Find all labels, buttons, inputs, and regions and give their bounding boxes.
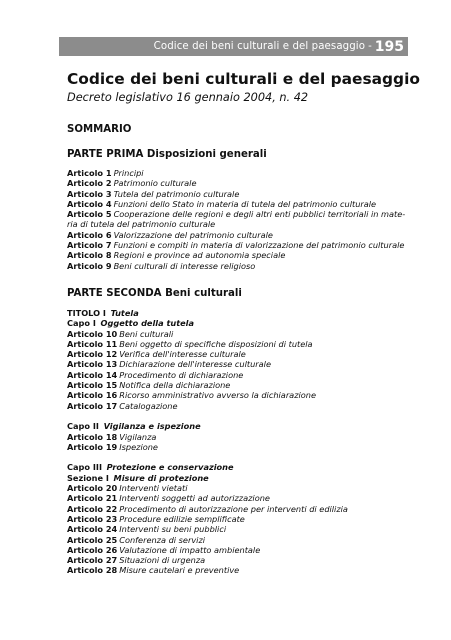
article-entry: [67, 483, 387, 493]
article-number: Articolo 6: [67, 229, 112, 240]
capo-label: Capo III: [67, 462, 103, 473]
article-number: Articolo 28: [67, 565, 118, 576]
article-number: Articolo 10: [67, 328, 118, 339]
titolo-heading: [67, 308, 387, 318]
capo-heading: [67, 318, 387, 328]
summary-heading: SOMMARIO: [67, 124, 132, 135]
article-entry: [67, 199, 387, 209]
article-title: Interventi vietati: [119, 483, 188, 494]
article-number: Articolo 26: [67, 544, 118, 555]
article-number: Articolo 25: [67, 534, 118, 545]
article-title: Cooperazione delle regioni e degli altri enti pubblici territoriali in mate-: [113, 209, 406, 220]
sezione-label: Sezione I: [67, 472, 109, 483]
titolo-text: Tutela: [110, 308, 139, 318]
article-title: Ricorso amministrativo avverso la dichiarazione: [119, 390, 317, 401]
article-number: Articolo 22: [67, 503, 118, 514]
capo-text: Vigilanza e ispezione: [103, 421, 201, 432]
article-title: Ispezione: [119, 441, 158, 452]
article-title: Verifica dell'interesse culturale: [119, 349, 246, 360]
document-title: Codice dei beni culturali e del paesaggio: [67, 70, 420, 88]
article-number: Articolo 7: [67, 240, 112, 251]
article-number: Articolo 19: [67, 441, 118, 452]
article-number: Articolo 4: [67, 198, 112, 209]
part-one-list: [67, 168, 406, 271]
part-two-heading: PARTE SECONDA Beni culturali: [67, 288, 242, 299]
article-entry: [67, 514, 387, 524]
article-title: Funzioni dello Stato in materia di tutela del patrimonio culturale: [113, 198, 377, 209]
article-entry: [67, 178, 387, 188]
article-number: Articolo 27: [67, 555, 118, 566]
article-title-continuation: ria di tutela del patrimonio culturale: [67, 219, 216, 230]
article-title: Procedure edilizie semplificate: [119, 513, 245, 524]
article-title: Interventi soggetti ad autorizzazione: [119, 493, 270, 504]
article-entry: [67, 432, 387, 442]
article-number: Articolo 24: [67, 524, 118, 535]
article-entry: [67, 535, 387, 545]
article-entry: [67, 189, 387, 199]
article-entry: [67, 504, 387, 514]
article-number: Articolo 11: [67, 338, 118, 349]
article-number: Articolo 5: [67, 209, 112, 220]
article-title: Procedimento di autorizzazione per interventi di edilizia: [119, 503, 348, 514]
article-entry: [67, 565, 387, 575]
page-number: 195: [374, 38, 404, 55]
capo-two-list: [67, 432, 387, 453]
part-two-list: [67, 308, 387, 576]
article-entry: [67, 524, 387, 534]
capo-label: Capo I: [67, 318, 96, 329]
sezione-heading: [67, 473, 387, 483]
running-header: [59, 37, 408, 56]
article-entry: [67, 329, 387, 339]
article-entry: [67, 230, 387, 240]
article-title: Vigilanza: [119, 431, 157, 442]
article-entry: [67, 555, 387, 565]
article-title: Misure cautelari e preventive: [119, 565, 240, 576]
capo-heading: [67, 421, 387, 431]
article-title: Conferenza di servizi: [119, 534, 206, 545]
article-number: Articolo 23: [67, 513, 118, 524]
article-title: Tutela del patrimonio culturale: [113, 188, 240, 199]
article-entry: [67, 261, 387, 271]
article-title: Principi: [113, 168, 144, 178]
article-title: Beni culturali: [119, 328, 174, 339]
article-number: Articolo 16: [67, 390, 118, 401]
capo-label: Capo II: [67, 421, 99, 432]
article-number: Articolo 18: [67, 431, 118, 442]
capo-text: Protezione e conservazione: [106, 462, 234, 473]
article-title: Notifica della dichiarazione: [119, 380, 231, 391]
article-number: Articolo 15: [67, 380, 118, 391]
article-number: Articolo 21: [67, 493, 118, 504]
article-number: Articolo 13: [67, 359, 118, 370]
article-entry: [67, 240, 405, 251]
article-title: Valorizzazione del patrimonio culturale: [113, 229, 273, 240]
article-title: Beni oggetto di specifiche disposizioni di tutela: [119, 338, 313, 349]
article-entry: [67, 168, 387, 178]
document-subtitle: Decreto legislativo 16 gennaio 2004, n. 42: [67, 91, 309, 104]
article-entry: [67, 250, 387, 260]
article-entry: [67, 401, 387, 411]
capo-text: Oggetto della tutela: [100, 318, 195, 329]
article-title: Procedimento di dichiarazione: [119, 369, 244, 380]
article-number: Articolo 2: [67, 178, 112, 189]
article-number: Articolo 1: [67, 168, 112, 178]
article-entry: [67, 390, 387, 400]
article-number: Articolo 8: [67, 250, 112, 261]
article-title: Catalogazione: [119, 400, 178, 411]
article-number: Articolo 12: [67, 349, 118, 360]
article-entry: [67, 359, 387, 369]
article-title: Valutazione di impatto ambientale: [119, 544, 261, 555]
article-title: Beni culturali di interesse religioso: [113, 260, 256, 271]
capo-heading: [67, 462, 387, 472]
article-number: Articolo 20: [67, 483, 118, 494]
article-title: Funzioni e compiti in materia di valorizzazione del patrimonio culturale: [113, 240, 405, 251]
article-title: Patrimonio culturale: [113, 178, 197, 189]
article-title: Dichiarazione dell'interesse culturale: [119, 359, 271, 370]
article-entry: [67, 209, 406, 220]
header-separator: -: [368, 41, 372, 52]
article-entry: [67, 370, 387, 380]
article-title: Regioni e province ad autonomia speciale: [113, 250, 286, 261]
article-number: Articolo 9: [67, 260, 112, 271]
part-one-heading: PARTE PRIMA Disposizioni generali: [67, 149, 267, 160]
sezione-text: Misure di protezione: [113, 472, 209, 483]
article-entry: [67, 339, 387, 349]
article-entry: [67, 380, 387, 390]
running-title: Codice dei beni culturali e del paesaggio: [153, 41, 366, 52]
article-entry: [67, 349, 387, 359]
titolo-label: TITOLO I: [67, 308, 106, 318]
article-entry: [67, 442, 387, 452]
capo-three-list: [67, 483, 387, 576]
article-entry: [67, 545, 387, 555]
article-title: Situazioni di urgenza: [119, 555, 206, 566]
article-title: Interventi su beni pubblici: [119, 524, 227, 535]
capo-one-list: [67, 329, 387, 411]
article-entry: [67, 493, 387, 503]
article-number: Articolo 14: [67, 369, 118, 380]
article-number: Articolo 17: [67, 400, 118, 411]
article-number: Articolo 3: [67, 188, 112, 199]
